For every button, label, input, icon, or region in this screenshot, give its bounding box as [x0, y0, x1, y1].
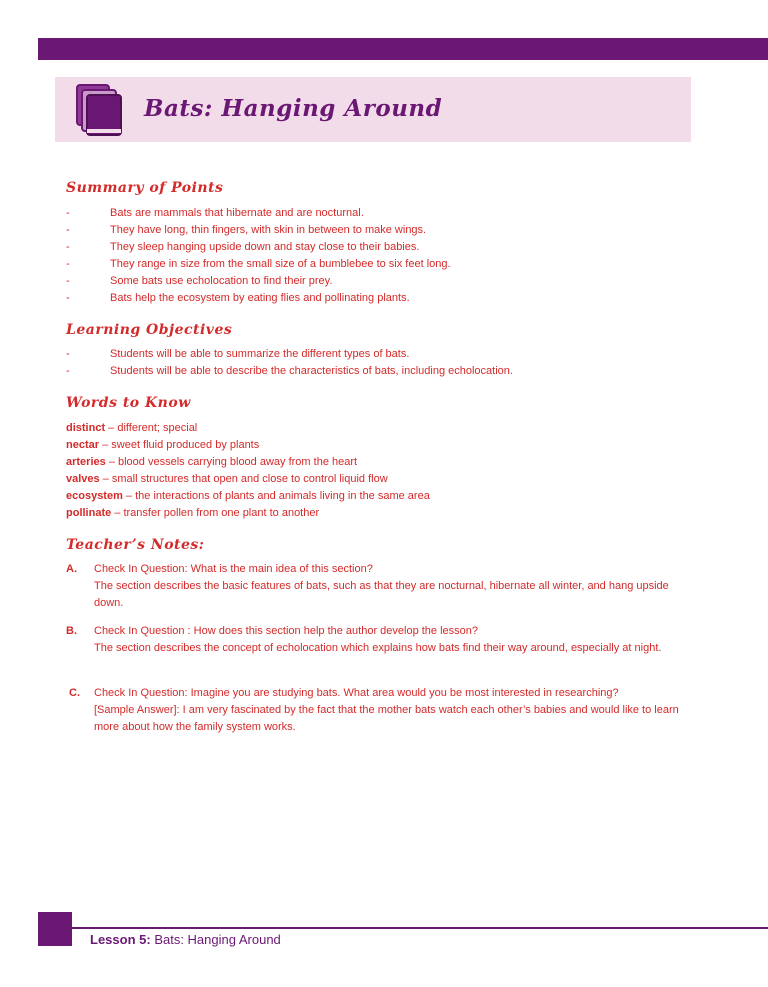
note-answer: The section describes the concept of echolocation which explains how bats find their way around, especially at night.	[94, 642, 662, 654]
book-stack-icon	[75, 83, 123, 137]
words-heading: Words to Know	[66, 395, 191, 411]
word-definition: – sweet fluid produced by plants	[99, 439, 260, 451]
word-entry	[66, 420, 430, 437]
objective-item-text: Students will be able to summarize the different types of bats.	[110, 348, 410, 360]
note-body	[94, 561, 684, 612]
word-definition: – transfer pollen from one plant to another	[111, 507, 320, 519]
bullet-dash: -	[66, 224, 70, 236]
summary-item-text: They range in size from the small size of a bumblebee to six feet long.	[110, 258, 451, 270]
footer-rule	[72, 927, 768, 929]
footer-lesson: Lesson 5:	[90, 932, 151, 947]
note-letter: A.	[66, 563, 77, 575]
footer-square	[38, 912, 72, 946]
word-definition: – different; special	[105, 422, 198, 434]
word-definition: – the interactions of plants and animals living in the same area	[122, 490, 430, 502]
note-letter: C.	[69, 687, 80, 699]
summary-item-text: They sleep hanging upside down and stay close to their babies.	[110, 241, 420, 253]
objective-item-text: Students will be able to describe the characteristics of bats, including echolocation.	[110, 365, 513, 377]
bullet-dash: -	[66, 275, 70, 287]
summary-item-text: They have long, thin fingers, with skin in between to make wings.	[110, 224, 427, 236]
word-entry	[66, 471, 430, 488]
word-term: nectar	[66, 439, 100, 451]
summary-heading: Summary of Points	[66, 180, 224, 196]
bullet-dash: -	[66, 348, 70, 360]
word-term: ecosystem	[66, 490, 123, 502]
note-body	[94, 623, 684, 657]
bullet-dash: -	[66, 207, 70, 219]
notes-heading: Teacher’s Notes:	[66, 537, 205, 553]
word-term: arteries	[66, 456, 106, 468]
note-answer: The section describes the basic features of bats, such as that they are nocturnal, hibernate all winter, and hang upside down.	[94, 580, 669, 609]
note-letter: B.	[66, 625, 77, 637]
bullet-dash: -	[66, 292, 70, 304]
word-entry	[66, 454, 430, 471]
note-question: Check In Question: Imagine you are studying bats. What area would you be most interested in researching?	[94, 687, 619, 699]
note-question: Check In Question : How does this section help the author develop the lesson?	[94, 625, 479, 637]
bullet-dash: -	[66, 365, 70, 377]
footer-text	[90, 932, 281, 947]
summary-item-text: Bats help the ecosystem by eating flies and pollinating plants.	[110, 292, 410, 304]
page-title: Bats: Hanging Around	[144, 95, 443, 122]
word-entry	[66, 505, 430, 522]
word-definition: – blood vessels carrying blood away from the heart	[105, 456, 358, 468]
bullet-dash: -	[66, 241, 70, 253]
bullet-dash: -	[66, 258, 70, 270]
note-answer: [Sample Answer]: I am very fascinated by the fact that the mother bats watch each other’s babies and would like to learn more about how the family system works.	[94, 704, 679, 733]
word-entry	[66, 437, 430, 454]
word-term: pollinate	[66, 507, 112, 519]
summary-item-text: Some bats use echolocation to find their prey.	[110, 275, 333, 287]
words-list	[66, 420, 430, 522]
top-bar	[38, 38, 768, 60]
word-definition: – small structures that open and close to control liquid flow	[99, 473, 388, 485]
word-term: valves	[66, 473, 100, 485]
footer-title: Bats: Hanging Around	[154, 932, 281, 947]
objectives-heading: Learning Objectives	[66, 322, 233, 338]
note-question: Check In Question: What is the main idea of this section?	[94, 563, 373, 575]
summary-item-text: Bats are mammals that hibernate and are nocturnal.	[110, 207, 364, 219]
note-body	[94, 685, 684, 736]
word-term: distinct	[66, 422, 106, 434]
word-entry	[66, 488, 430, 505]
